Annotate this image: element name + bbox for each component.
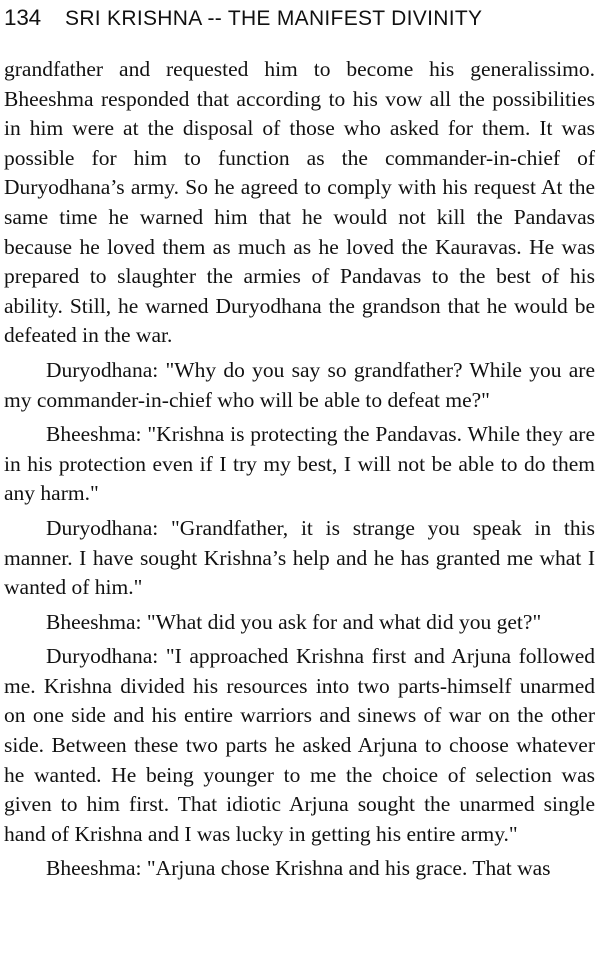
- paragraph-continuation: grandfather and requested him to become his generalissimo. Bheeshma responded that according to his vow all the possibilities in him were at the disposal of those who asked for them. It was possible for him to function as the commander-in-chief of Duryodhana’s army. So he agreed to comply with his request At the same time he warned him that he would not kill the Pandavas because he loved them as much as he loved the Kauravas. He was prepared to slaughter the armies of Pandavas to the best of his ability. Still, he warned Duryodhana the grandson that he would be defeated in the war.: [4, 57, 595, 348]
- body-text: [4, 55, 595, 884]
- page-number: 134: [4, 5, 41, 30]
- paragraph-duryodhana-question: Duryodhana: "Why do you say so grandfather? While you are my commander-in-chief who will be able to defeat me?": [4, 357, 595, 412]
- paragraph-bheeshma-grace: Bheeshma: "Arjuna chose Krishna and his grace. That was: [46, 856, 551, 881]
- paragraph-duryodhana-account: Duryodhana: "I approached Krishna first and Arjuna followed me. Krishna divided his resources into two parts-himself unarmed on one side and his entire warriors and sinews of war on the other side. Between these two parts he asked Arjuna to choose whatever he wanted. He being younger to me the choice of selection was given to him first. That idiotic Arjuna sought the unarmed single hand of Krishna and I was lucky in getting his entire army.": [4, 644, 595, 846]
- paragraph-bheeshma-protection: Bheeshma: "Krishna is protecting the Pandavas. While they are in his protection even if I try my best, I will not be able to do them any harm.": [4, 422, 595, 506]
- running-head: [4, 3, 594, 33]
- paragraph-duryodhana-strange: Duryodhana: "Grandfather, it is strange you speak in this manner. I have sought Krishna’s help and he has granted me what I wanted of him.": [4, 515, 595, 600]
- paragraph-bheeshma-question: Bheeshma: "What did you ask for and what did you get?": [46, 609, 542, 634]
- running-title: SRI KRISHNA -- THE MANIFEST DIVINITY: [65, 7, 483, 30]
